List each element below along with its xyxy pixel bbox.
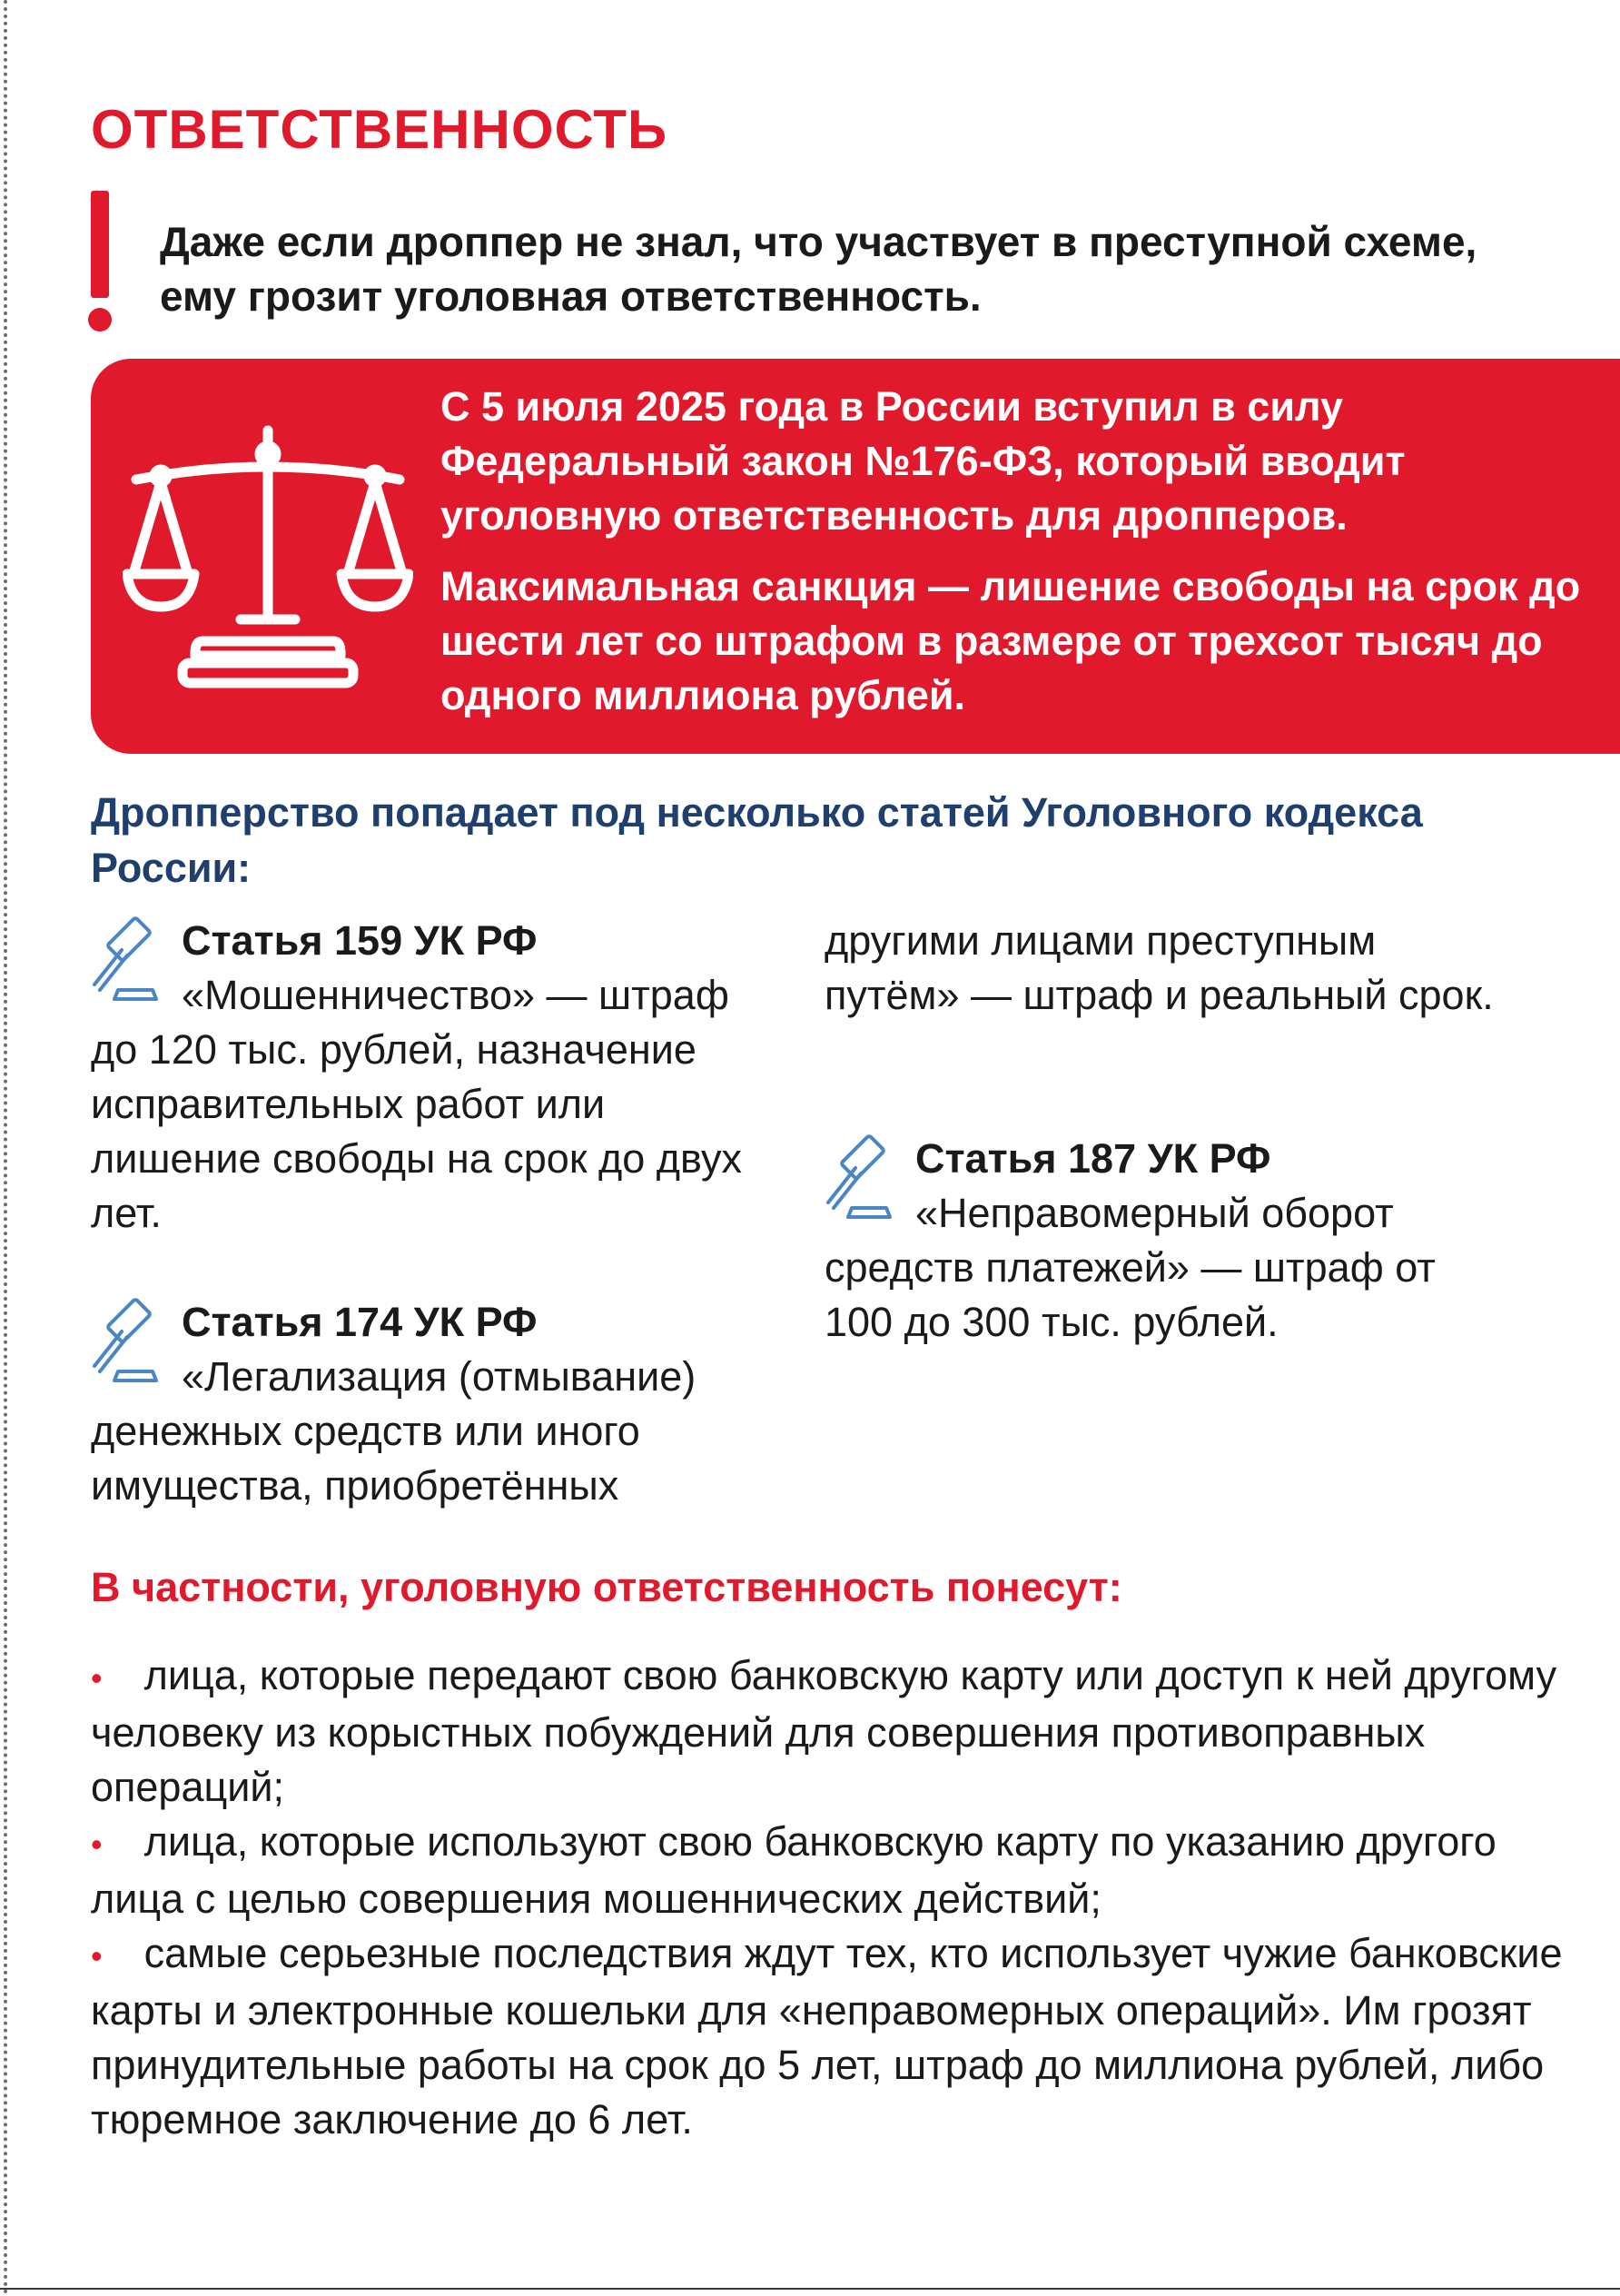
bullet-marker: • bbox=[91, 1659, 103, 1697]
article-title: Статья 187 УК РФ bbox=[915, 1135, 1271, 1182]
gavel-icon bbox=[819, 1132, 901, 1222]
warning-text: Даже если дроппер не знал, что участвует в преступной схеме, ему грозит уголовная ответственность. bbox=[160, 218, 1477, 320]
article-174-continuation: другими лицами преступным путём» — штраф и реальный срок. bbox=[825, 917, 1494, 1018]
page-title: ОТВЕТСТВЕННОСТЬ bbox=[91, 99, 668, 160]
bottom-border bbox=[0, 2288, 1620, 2290]
list-item-text: лица, которые используют свою банковскую карту по указанию другого лица с целью совершения мошеннических действий; bbox=[91, 1818, 1497, 1922]
sanction-paragraph: Максимальная санкция — лишение свободы на срок до шести лет со штрафом в размере от трехсот тысяч до одного миллиона рублей. bbox=[440, 563, 1581, 718]
law-paragraph: С 5 июля 2025 года в России вступил в силу Федеральный закон №176-ФЗ, который вводит уголовную ответственность для дропперов. bbox=[440, 383, 1406, 539]
gavel-icon bbox=[85, 1295, 167, 1386]
gavel-icon bbox=[85, 914, 167, 1004]
scales-of-justice-icon bbox=[123, 418, 413, 690]
article-text: «Мошенничество» — штраф до 120 тыс. рублей, назначение исправительных работ или лишение свободы на срок до двух лет. bbox=[91, 972, 742, 1236]
list-item bbox=[91, 1648, 1580, 1815]
article-title: Статья 174 УК РФ bbox=[182, 1299, 538, 1345]
list-item-text: лица, которые передают свою банковскую карту или доступ к ней другому человеку из корыстных побуждений для совершения противоправных операций; bbox=[91, 1652, 1557, 1810]
exclamation-icon bbox=[82, 191, 118, 336]
left-dotted-border bbox=[4, 0, 7, 2296]
article-text: «Неправомерный оборот средств платежей» — штраф от 100 до 300 тыс. рублей. bbox=[825, 1190, 1436, 1345]
liability-heading: В частности, уголовную ответственность понесут: bbox=[91, 1564, 1122, 1610]
law-highlight-text bbox=[440, 380, 1585, 723]
article-title: Статья 159 УК РФ bbox=[182, 917, 538, 964]
list-item-text: самые серьезные последствия ждут тех, кто использует чужие банковские карты и электронные кошельки для «неправомерных операций». Им грозят принудительные работы на срок до 5 лет, штраф до миллиона рублей, либо тюремное заключение до 6 лет. bbox=[91, 1930, 1563, 2143]
articles-intro: Дропперство попадает под несколько статей Уголовного кодекса России: bbox=[91, 789, 1423, 891]
bullet-marker: • bbox=[91, 1937, 103, 1974]
article-187 bbox=[825, 1132, 1515, 1350]
list-item bbox=[91, 1815, 1580, 1926]
liability-list bbox=[91, 1648, 1580, 2147]
article-159 bbox=[91, 914, 781, 1241]
bullet-marker: • bbox=[91, 1826, 103, 1863]
list-item bbox=[91, 1926, 1580, 2147]
article-text: «Легализация (отмывание) денежных средств или иного имущества, приобретённых bbox=[91, 1353, 696, 1509]
article-174 bbox=[91, 1295, 781, 1513]
